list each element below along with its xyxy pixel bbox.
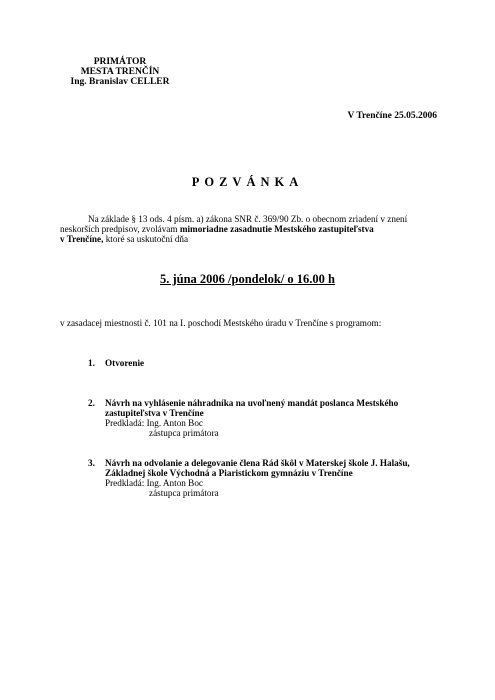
agenda-item-presenter-role: zástupca primátora [149, 488, 219, 498]
agenda-item-number: 2. [88, 398, 95, 408]
agenda-item-body [105, 358, 445, 368]
agenda-item-body [105, 398, 445, 438]
intro-line-2 [60, 224, 438, 234]
meeting-date: 5. júna 2006 /pondelok/ o 16.00 h [159, 272, 336, 286]
agenda-item-title-line: Základnej škole Východná a Piaristickom gymnáziu v Trenčíne [105, 468, 353, 478]
agenda-item-presenter-role: zástupca primátora [149, 428, 219, 438]
agenda-item-title [105, 398, 445, 418]
agenda-item-title-line: Návrh na odvolanie a delegovanie člena Rád škôl v Materskej škole J. Halašu, [105, 458, 410, 468]
agenda-item-title-line: Návrh na vyhlásenie náhradníka na uvoľnený mandát poslanca Mestského [105, 398, 399, 408]
document-date: V Trenčíne 25.05.2006 [347, 111, 437, 121]
agenda-item-title [105, 358, 445, 368]
agenda-item-title-line: Otvorenie [105, 358, 145, 368]
agenda-item-title-line: zastupiteľstva v Trenčíne [105, 408, 204, 418]
intro-line-1: Na základe § 13 ods. 4 písm. a) zákona SNR č. 369/90 Zb. o obecnom zriadení v znení [88, 214, 408, 224]
sender-name: Ing. Branislav CELLER [70, 77, 170, 87]
document-title: POZVÁNKA [191, 175, 304, 189]
agenda-item-number: 3. [88, 458, 95, 468]
intro-line-2-bold: mimoriadne zasadnutie Mestského zastupiteľstva [179, 224, 374, 234]
intro-line-3 [60, 234, 438, 244]
agenda-item-presenter: Predkladá: Ing. Anton Boc [105, 418, 203, 428]
agenda-item-title [105, 458, 445, 478]
sender-title: PRIMÁTOR [93, 57, 147, 67]
agenda-item-body [105, 458, 445, 498]
intro-line-2-plain: neskorších predpisov, zvolávam [60, 224, 180, 234]
agenda-item-presenter: Predkladá: Ing. Anton Boc [105, 478, 203, 488]
intro-paragraph [60, 214, 438, 244]
sender-city: MESTA TRENČÍN [80, 67, 160, 77]
meeting-place: v zasadacej miestnosti č. 101 na I. poschodí Mestského úradu v Trenčíne s programom: [60, 318, 382, 328]
intro-line-3-plain: ktoré sa uskutoční dňa [103, 234, 189, 244]
sender-header [60, 57, 180, 87]
intro-line-3-bold: v Trenčíne, [60, 234, 104, 244]
agenda-item-number: 1. [88, 358, 95, 368]
